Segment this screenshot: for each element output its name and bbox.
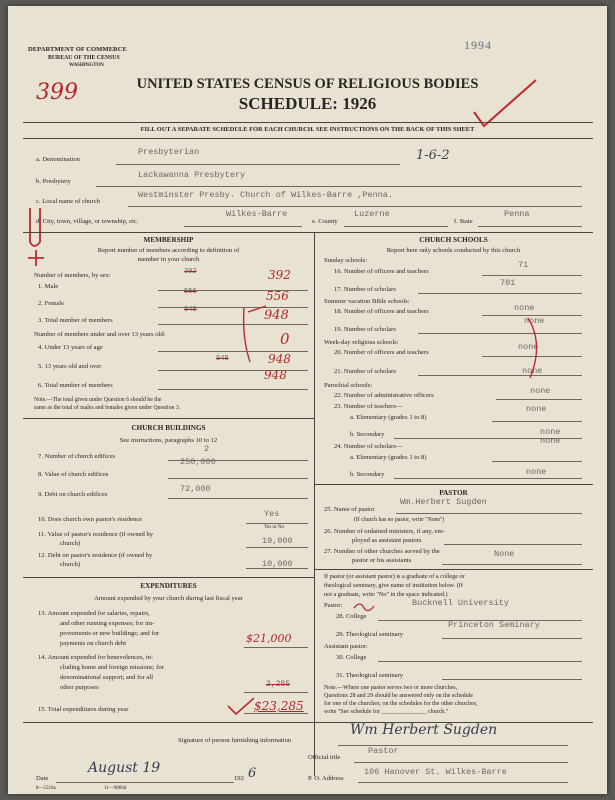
q21-label: 21. Number of scholars <box>334 368 396 375</box>
q11-label-2: church) <box>60 540 81 547</box>
red-scribble-icon <box>352 600 376 614</box>
q23b-field[interactable]: none <box>540 427 561 437</box>
grad-line1: If pastor (or assistant pastor) is a graduate of a college or <box>324 573 465 580</box>
summer-label: Summer vacation Bible schools: <box>324 298 410 305</box>
pastor-note4: write "See schedule for _______________ church." <box>324 709 449 715</box>
state-label: f. State <box>454 218 473 225</box>
q4-label: 4. Under 13 years of age <box>38 344 103 351</box>
q5-typed: 948 <box>216 355 229 363</box>
year-prefix: 192 <box>234 775 244 782</box>
q3-typed: 948 <box>184 306 197 314</box>
date-field[interactable]: August 19 <box>88 760 161 776</box>
q23-field[interactable]: none <box>526 404 547 414</box>
parochial-label: Parochial schools: <box>324 382 373 389</box>
red-tick-icon <box>226 696 256 716</box>
q26-line2: ployed as assistant pastors <box>352 537 422 544</box>
city-label: WASHINGTON <box>69 63 104 68</box>
expenditures-title: EXPENDITURES <box>140 582 197 590</box>
q14-line4: other purposes <box>60 684 99 691</box>
q24a-label: a. Elementary (grades 1 to 8) <box>350 454 427 461</box>
q13-line3: provements or new buildings; and for <box>60 630 160 637</box>
pastor-sub-label: Pastor: <box>324 602 343 609</box>
red-check-mark-icon <box>240 302 270 372</box>
q27-line1: 27. Number of other churches served by the <box>324 548 440 555</box>
census-schedule-page <box>8 6 607 794</box>
q11-label-1: 11. Value of pastor's residence (if owned by <box>38 531 154 538</box>
q1-typed: 392 <box>184 268 197 276</box>
q24b-label: b. Secondary <box>350 471 385 478</box>
form-title: UNITED STATES CENSUS OF RELIGIOUS BODIES <box>136 76 479 92</box>
q7-label: 7. Number of church edifices <box>38 453 116 460</box>
county-field[interactable]: Luzerne <box>354 209 390 219</box>
official-title-field[interactable]: Pastor <box>368 746 399 756</box>
age-label: Number of members under and over 13 years old: <box>34 331 166 338</box>
bysex-label: Number of members, by sex: <box>34 272 111 279</box>
q12-field[interactable]: 10,000 <box>262 559 293 569</box>
year-field[interactable]: 6 <box>248 766 257 781</box>
q9-label: 9. Debt on church edifices <box>38 491 108 498</box>
city-label-d: d. City, town, village, or township, etc. <box>36 218 139 225</box>
q1-label: 1. Male <box>38 283 59 290</box>
sunday-label: Sunday schools: <box>324 257 368 264</box>
q14-line1: 14. Amount expended for benevolences, in- <box>38 654 154 661</box>
county-label: e. County <box>312 218 338 225</box>
schools-title: CHURCH SCHOOLS <box>419 236 488 244</box>
q13-line2: and other running expenses; for im- <box>60 620 155 627</box>
q7-field[interactable]: 2 <box>204 444 210 454</box>
q19-label: 19. Number of scholars <box>334 326 396 333</box>
asst-label: Assistant pastor: <box>324 643 368 650</box>
q24b-field[interactable]: none <box>526 467 547 477</box>
q24-label: 24. Number of scholars— <box>334 443 403 450</box>
pastor-note1: Note.—Where one pastor serves two or more churches, <box>324 685 458 691</box>
print-code: 8—5318a <box>36 786 56 791</box>
q26-line1: 26. Number of ordained ministers, if any, em- <box>324 528 445 535</box>
membership-note2: same as the total of males and females given under Question 3. <box>34 405 181 411</box>
membership-sub1: Report number of members according to definition of <box>97 247 240 254</box>
q29-field[interactable]: Princeton Seminary <box>448 620 540 630</box>
q25-label: 25. Name of pastor <box>324 506 375 513</box>
q25-note: (If church has no pastor, write "None") <box>354 517 445 523</box>
stamp-number: 1994 <box>464 38 492 52</box>
q20-label: 20. Number of officers and teachers <box>334 349 429 356</box>
q12-label-2: church) <box>60 561 81 568</box>
q15-label: 15. Total expenditures during year <box>38 706 129 713</box>
buildings-sub: See instructions, paragraphs 10 to 12 <box>119 437 218 444</box>
q15-field[interactable]: $23,285 <box>254 699 304 713</box>
q30-label: 30. College <box>336 654 367 661</box>
q14-line2: cluding home and foreign missions; for <box>60 664 164 671</box>
q18-label: 18. Number of officers and teachers <box>334 308 429 315</box>
q24-field[interactable]: none <box>540 436 561 446</box>
address-label: P. O. Address <box>308 775 344 782</box>
membership-title: MEMBERSHIP <box>143 236 194 244</box>
red-number: 399 <box>36 80 78 105</box>
q8-label: 8. Value of church edifices <box>38 471 109 478</box>
print-code-2: 11—9066d <box>104 786 127 791</box>
bureau-label: BUREAU OF THE CENSUS <box>48 55 120 61</box>
q17-label: 17. Number of scholars <box>334 286 396 293</box>
church-name-label: c. Local name of church <box>36 198 100 205</box>
presbytery-field[interactable]: Lackawanna Presbytery <box>138 170 246 180</box>
pastor-note2: Questions 28 and 29 should be answered only on the schedule <box>324 693 473 699</box>
q10-label: 10. Does church own pastor's residence <box>38 516 143 523</box>
q9-field[interactable]: 72,000 <box>180 484 211 494</box>
q6-label: 6. Total number of members <box>38 382 113 389</box>
q28-field[interactable]: Bucknell University <box>412 598 509 608</box>
q10-field[interactable]: Yes <box>264 509 280 519</box>
q1-hand[interactable]: 392 <box>268 268 291 282</box>
q27-line2: pastor or his assistants <box>352 557 412 564</box>
q31-label: 31. Theological seminary <box>336 672 404 679</box>
weekday-label: Week-day religious schools: <box>324 339 399 346</box>
q14-field[interactable]: 2,285 <box>266 680 291 689</box>
q22-label: 22. Number of administrative officers <box>334 392 434 399</box>
q3-hand[interactable]: 948 <box>264 308 289 323</box>
q28-label: 28. College <box>336 613 367 620</box>
pastor-title: PASTOR <box>439 489 468 497</box>
q18-field[interactable]: none <box>514 303 535 313</box>
yesno-hint: Yes or No <box>264 525 285 530</box>
signature-field[interactable]: Wm Herbert Sugden <box>350 722 498 738</box>
signature-label: Signature of person furnishing information <box>178 737 292 744</box>
membership-sub2: member in your church <box>137 256 200 263</box>
q5-label: 5. 13 years old and over <box>38 363 102 370</box>
q2-label: 2. Female <box>38 300 65 307</box>
q2-hand[interactable]: 556 <box>266 289 289 303</box>
pencil-code: 1-6-2 <box>416 148 450 163</box>
q16-label: 16. Number of officers and teachers <box>334 268 429 275</box>
q12-label-1: 12. Debt on pastor's residence (if owned by <box>38 552 153 559</box>
form-schedule: SCHEDULE: 1926 <box>238 94 377 113</box>
schools-sub: Report here only schools conducted by this church <box>386 247 521 254</box>
q16-field[interactable]: 71 <box>518 260 529 270</box>
denomination-field[interactable]: Presbyterian <box>138 147 200 157</box>
city-field[interactable]: Wilkes-Barre <box>226 209 288 219</box>
membership-note1: Note.—The total given under Question 6 should be the <box>34 397 162 403</box>
q4-hand[interactable]: 0 <box>280 330 290 348</box>
q13-line1: 13. Amount expended for salaries, repairs, <box>38 610 150 617</box>
grad-line3: not a graduate, write "No" in the space indicated.) <box>324 591 448 598</box>
address-field[interactable]: 106 Hanover St. Wilkes-Barre <box>364 767 507 777</box>
grad-line2: theological seminary, give name of institution below. (If <box>324 582 463 589</box>
q23b-label: b. Secondary <box>350 431 385 438</box>
dept-label: DEPARTMENT OF COMMERCE <box>28 46 127 53</box>
expenditures-sub: Amount expended by your church during last fiscal year <box>94 595 243 602</box>
presbytery-label: b. Presbytery <box>36 178 71 185</box>
q17-field[interactable]: 701 <box>500 278 516 288</box>
date-label: Date <box>36 775 49 782</box>
form-instruction: FILL OUT A SEPARATE SCHEDULE FOR EACH CHURCH. SEE INSTRUCTIONS ON THE BACK OF THIS SHEET <box>140 126 475 133</box>
q6-hand[interactable]: 948 <box>264 368 287 382</box>
q14-line3: denominational support; and for all <box>60 674 154 681</box>
q8-field[interactable]: 250,000 <box>180 457 216 467</box>
state-field[interactable]: Penna <box>504 209 530 219</box>
red-bracket-mark-icon <box>524 314 554 384</box>
q21-field[interactable]: none <box>522 366 543 376</box>
q19-field[interactable]: none <box>524 316 545 326</box>
q13-field[interactable]: $21,000 <box>246 632 292 645</box>
q27-field[interactable]: None <box>494 549 515 559</box>
q2-typed: 556 <box>184 288 197 296</box>
official-title-label: Official title <box>308 754 341 761</box>
q22-field[interactable]: none <box>530 386 551 396</box>
q11-field[interactable]: 19,000 <box>262 536 293 546</box>
q13-line4: payments on church debt <box>60 640 127 647</box>
denomination-label: a. Denomination <box>36 156 80 163</box>
q29-label: 29. Theological seminary <box>336 631 404 638</box>
church-name-field[interactable]: Westminster Presby. Church of Wilkes-Barre ,Penna. <box>138 190 394 200</box>
buildings-title: CHURCH BUILDINGS <box>131 424 206 432</box>
q3-label: 3. Total number of members <box>38 317 113 324</box>
q23a-label: a. Elementary (grades 1 to 8) <box>350 414 427 421</box>
pastor-note3: for one of the churches; on the schedules for the other churches, <box>324 701 478 707</box>
q25-field[interactable]: Wm.Herbert Sugden <box>400 497 487 507</box>
q20-field[interactable]: none <box>518 342 539 352</box>
q23-label: 23. Number of teachers— <box>334 403 403 410</box>
q5-hand[interactable]: 948 <box>268 352 291 366</box>
